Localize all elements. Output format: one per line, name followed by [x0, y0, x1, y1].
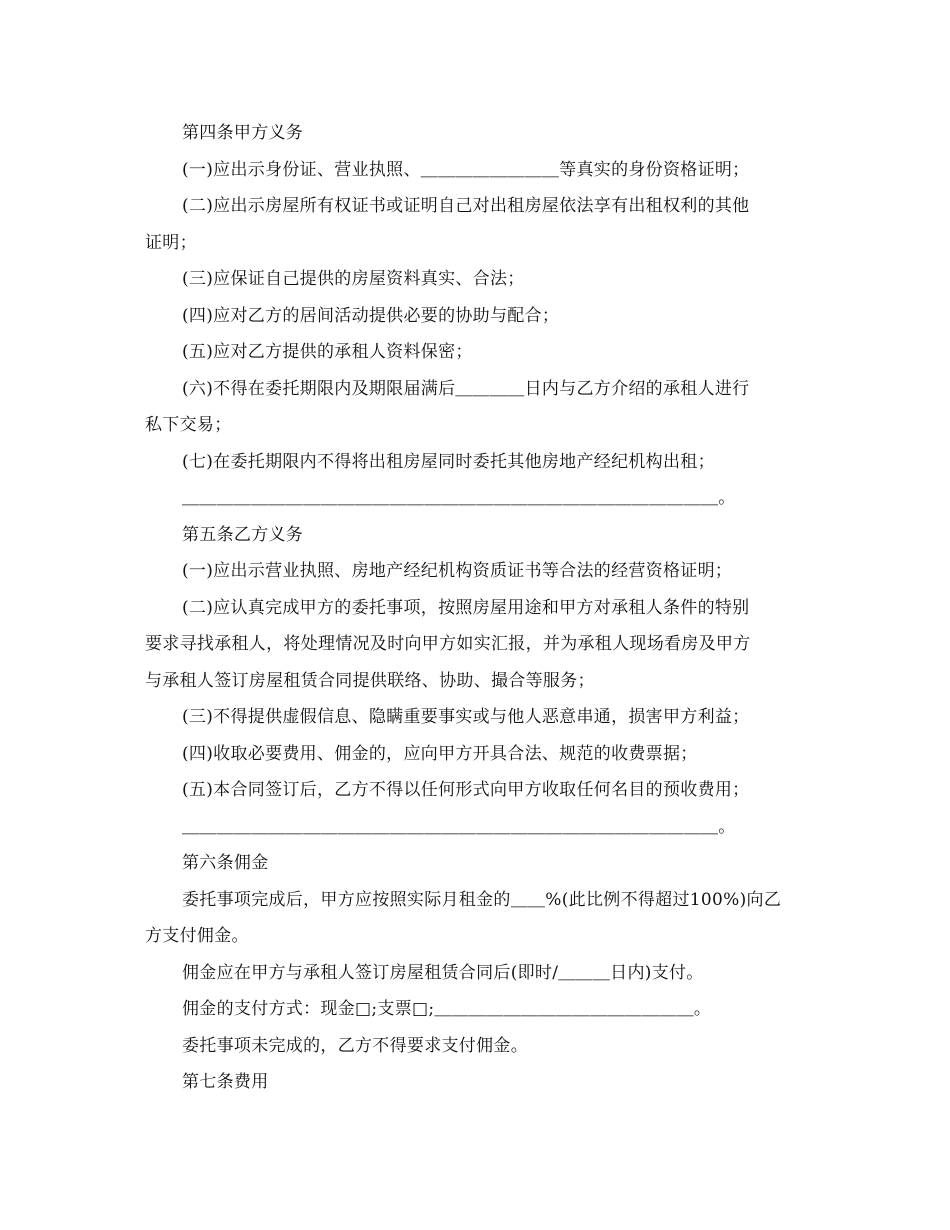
- text-line: 委托事项完成后，甲方应按照实际月租金的＿＿%(此比例不得超过100%)向乙: [182, 889, 782, 910]
- text-line: (四)收取必要费用、佣金的，应向甲方开具合法、规范的收费票据；: [182, 743, 698, 764]
- text-line: 佣金应在甲方与承租人签订房屋租赁合同后(即时/＿＿＿日内)支付。: [182, 962, 704, 983]
- text-line: 与承租人签订房屋租赁合同提供联络、协助、撮合等服务；: [145, 670, 595, 691]
- document-body: [145, 115, 805, 1101]
- text-line: (三)不得提供虚假信息、隐瞒重要事实或与他人恶意串通，损害甲方利益；: [182, 707, 750, 727]
- text-line: (一)应出示身份证、营业执照、＿＿＿＿＿＿＿＿等真实的身份资格证明；: [182, 159, 750, 180]
- text-line: 证明；: [145, 232, 197, 253]
- text-line: (七)在委托期限内不得将出租房屋同时委托其他房地产经纪机构出租；: [182, 451, 715, 472]
- text-line: (三)应保证自己提供的房屋资料真实、合法；: [182, 269, 525, 289]
- text-line: 第四条甲方义务: [182, 123, 304, 143]
- text-line: 第七条费用: [182, 1072, 269, 1092]
- text-line: ＿＿＿＿＿＿＿＿＿＿＿＿＿＿＿＿＿＿＿＿＿＿＿＿＿＿＿＿＿＿＿。: [182, 488, 736, 508]
- text-line: (五)本合同签订后，乙方不得以任何形式向甲方收取任何名目的预收费用；: [182, 780, 750, 800]
- text-line: (五)应对乙方提供的承租人资料保密；: [182, 342, 473, 362]
- text-line: (二)应出示房屋所有权证书或证明自己对出租房屋依法享有出租权利的其他: [182, 196, 750, 216]
- text-line: 第五条乙方义务: [182, 524, 304, 545]
- text-line: (六)不得在委托期限内及期限届满后＿＿＿＿日内与乙方介绍的承租人进行: [182, 378, 750, 399]
- text-line: 方支付佣金。: [145, 926, 249, 946]
- text-line: (二)应认真完成甲方的委托事项，按照房屋用途和甲方对承租人条件的特别: [182, 597, 750, 618]
- text-line: 要求寻找承租人，将处理情况及时向甲方如实汇报，并为承租人现场看房及甲方: [145, 634, 751, 654]
- text-line: (一)应出示营业执照、房地产经纪机构资质证书等合法的经营资格证明；: [182, 561, 733, 581]
- text-line: 第六条佣金: [182, 853, 269, 873]
- text-line: ＿＿＿＿＿＿＿＿＿＿＿＿＿＿＿＿＿＿＿＿＿＿＿＿＿＿＿＿＿＿＿。: [182, 816, 736, 837]
- text-line: (四)应对乙方的居间活动提供必要的协助与配合；: [182, 305, 560, 326]
- text-line: 佣金的支付方式：现金□;支票□;＿＿＿＿＿＿＿＿＿＿＿＿＿＿＿。: [182, 999, 712, 1019]
- text-line: 私下交易；: [145, 415, 232, 435]
- text-line: 委托事项未完成的，乙方不得要求支付佣金。: [182, 1035, 528, 1056]
